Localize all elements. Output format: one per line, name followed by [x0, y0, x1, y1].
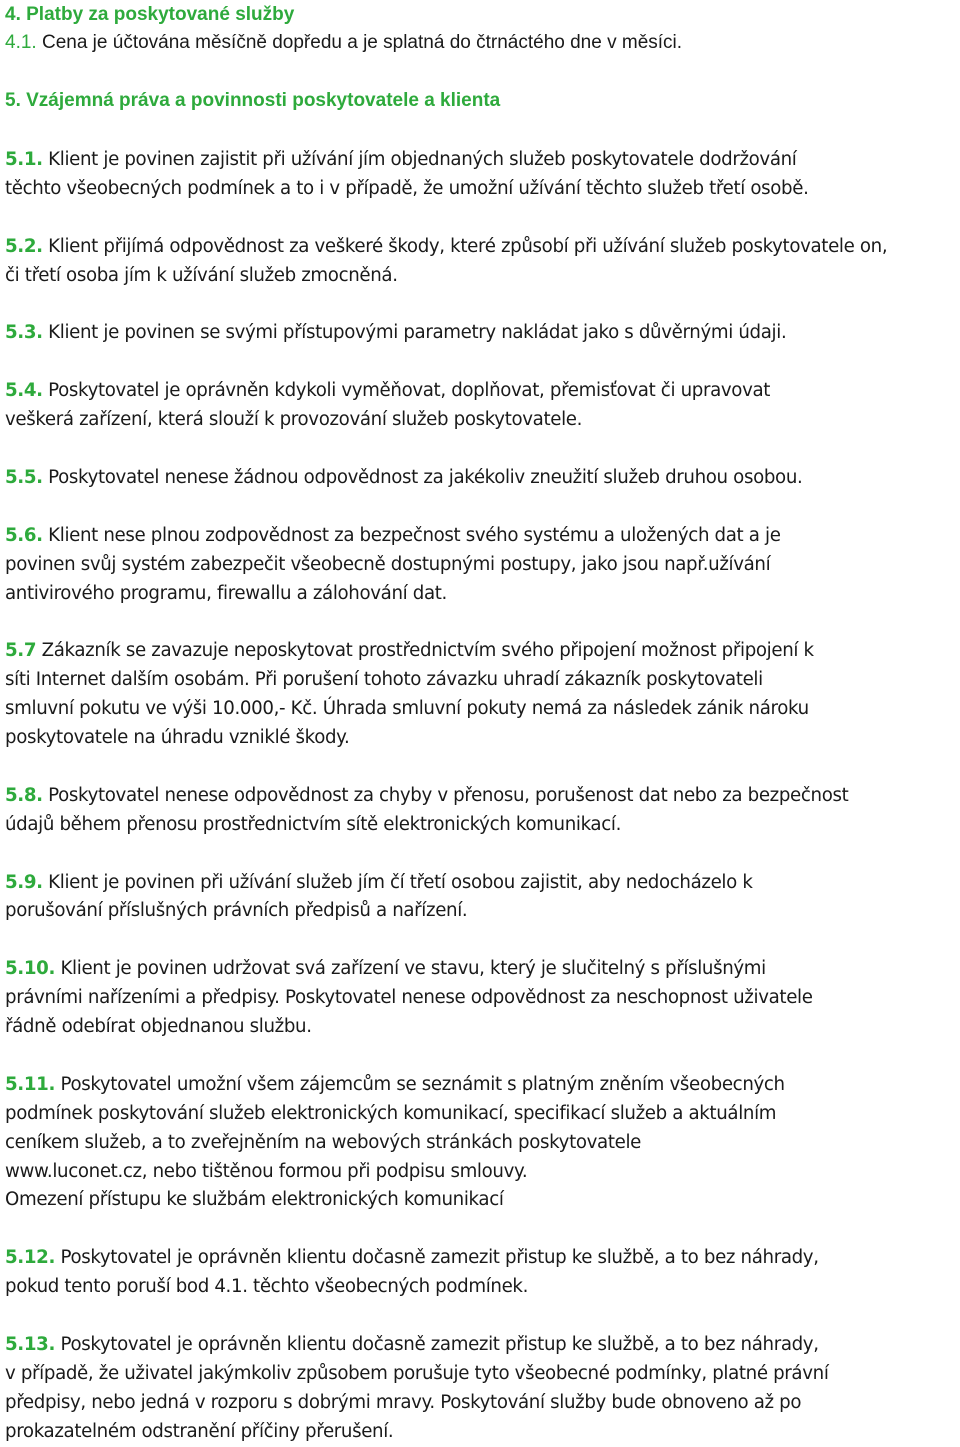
clause-5-2: [5, 233, 960, 291]
clause-line: [5, 233, 960, 262]
clause-text: Poskytovatel nenese žádnou odpovědnost za jakékoliv zneužití služeb druhou osobou.: [42, 466, 803, 488]
clause-5-9: [5, 869, 960, 927]
clause-text: předpisy, nebo jedná v rozporu s dobrými mravy. Poskytování služby bude obnoveno až po: [5, 1391, 802, 1413]
clause-text: síti Internet dalším osobám. Při porušení tohoto závazku uhradí zákazník poskytovateli: [5, 669, 763, 691]
clause-line: [5, 724, 960, 753]
paragraph-spacer: [5, 926, 960, 955]
clause-text: Klient přijímá odpovědnost za veškeré škody, které způsobí při užívání služeb poskytovatele on,: [42, 235, 888, 257]
clause-text: Poskytovatel je oprávněn klientu dočasně zamezit přistup ke službě, a to bez náhrady,: [55, 1247, 819, 1269]
clause-line: [5, 1360, 960, 1389]
clause-number: 4.1.: [5, 32, 37, 53]
clause-text: www.luconet.cz, nebo tištěnou formou při podpisu smlouvy.: [5, 1160, 528, 1182]
clause-5-13: [5, 1331, 960, 1447]
paragraph-spacer: [5, 608, 960, 637]
clause-line: [5, 1013, 960, 1042]
paragraph-spacer: [5, 493, 960, 522]
clause-number: 5.6.: [5, 524, 43, 546]
clause-text: řádně odebírat objednanou službu.: [5, 1016, 312, 1038]
clause-number: 5.13.: [5, 1333, 56, 1355]
document: [5, 2, 960, 1447]
clause-line: [5, 666, 960, 695]
clause-line: [5, 811, 960, 840]
clause-text: Poskytovatel je oprávněn klientu dočasně zamezit přistup ke službě, a to bez náhrady,: [55, 1333, 819, 1355]
clause-line: [5, 319, 960, 348]
clause-number: 5.3.: [5, 322, 43, 344]
clause-text: Cena je účtována měsíčně dopředu a je splatná do čtrnáctého dne v měsíci.: [36, 32, 683, 53]
clause-text: v případě, že uživatel jakýmkoliv způsobem porušuje tyto všeobecné podmínky, platné právní: [5, 1362, 829, 1384]
clause-text: Klient je povinen udržovat svá zařízení ve stavu, který je slučitelný s příslušnými: [55, 958, 766, 980]
clause-text: povinen svůj systém zabezpečit všeobecně dostupnými postupy, jako jsou např.užívání: [5, 553, 771, 575]
clause-line: [5, 1129, 960, 1158]
paragraph-spacer: [5, 291, 960, 320]
clause-text: Poskytovatel umožní všem zájemcům se seznámit s platným zněním všeobecných: [55, 1073, 785, 1095]
clause-5-8: [5, 782, 960, 840]
section-5-clauses: [5, 116, 960, 1447]
clause-line: [5, 464, 960, 493]
clause-number: 5.1.: [5, 149, 43, 170]
clause-line: [5, 1158, 960, 1187]
clause-line: [5, 1244, 960, 1273]
clause-number: 5.2.: [5, 235, 43, 257]
clause-4-1: [5, 30, 960, 58]
section-5-heading: 5. Vzájemná práva a povinnosti poskytovatele a klienta: [5, 90, 501, 111]
clause-5-3: [5, 319, 960, 348]
clause-line: [5, 522, 960, 551]
clause-line: [5, 782, 960, 811]
clause-line: [5, 551, 960, 580]
clause-text: smluvní pokutu ve výši 10.000,- Kč. Úhrada smluvní pokuty nemá za následek zánik nároku: [5, 698, 809, 720]
clause-line: [5, 897, 960, 926]
clause-5-7: [5, 637, 960, 753]
clause-line: [5, 1186, 960, 1215]
paragraph-spacer: [5, 1215, 960, 1244]
clause-text: Omezení přístupu ke službám elektronických komunikací: [5, 1189, 504, 1211]
clause-number: 5.12.: [5, 1247, 56, 1269]
clause-5-5: [5, 464, 960, 493]
paragraph-spacer: [5, 1042, 960, 1071]
paragraph-spacer: [5, 116, 960, 146]
clause-line: [5, 377, 960, 406]
clause-line: [5, 1389, 960, 1418]
clause-number: 5.8.: [5, 784, 43, 806]
clause-line: [5, 1331, 960, 1360]
clause-5-4: [5, 377, 960, 435]
paragraph-spacer: [5, 204, 960, 233]
clause-text: právními nařízeními a předpisy. Poskytovatel nenese odpovědnost za neschopnost uživatele: [5, 987, 813, 1009]
clause-text: pokud tento poruší bod 4.1. těchto všeobecných podmínek.: [5, 1276, 529, 1298]
clause-text: Zákazník se zavazuje neposkytovat prostřednictvím svého připojení možnost připojení k: [36, 640, 814, 662]
clause-text: Poskytovatel je oprávněn kdykoli vyměňovat, doplňovat, přemisťovat či upravovat: [42, 380, 771, 402]
clause-text: antivirového programu, firewallu a zálohování dat.: [5, 582, 447, 604]
clause-text: Poskytovatel nenese odpovědnost za chyby v přenosu, porušenost dat nebo za bezpečnost: [42, 784, 849, 806]
paragraph-spacer: [5, 840, 960, 869]
paragraph-spacer: [5, 435, 960, 464]
clause-line: [5, 955, 960, 984]
clause-line: [5, 175, 960, 204]
clause-text: podmínek poskytování služeb elektronických komunikací, specifikací služeb a aktuálním: [5, 1102, 777, 1124]
clause-number: 5.11.: [5, 1073, 56, 1095]
paragraph-spacer: [5, 1302, 960, 1331]
clause-5-10: [5, 955, 960, 1042]
clause-5-1: [5, 146, 960, 204]
clause-5-6: [5, 522, 960, 609]
clause-line: [5, 1100, 960, 1129]
clause-5-12: [5, 1244, 960, 1302]
clause-number: 5.4.: [5, 380, 43, 402]
clause-5-11: [5, 1071, 960, 1216]
clause-number: 5.9.: [5, 871, 43, 893]
clause-text: poskytovatele na úhradu vzniklé škody.: [5, 727, 350, 749]
paragraph-spacer: [5, 348, 960, 377]
clause-text: Klient je povinen zajistit při užívání jím objednaných služeb poskytovatele dodržování: [42, 149, 797, 170]
clause-line: [5, 637, 960, 666]
clause-text: Klient je povinen při užívání služeb jím čí třetí osobou zajistit, aby nedocházelo k: [42, 871, 753, 893]
clause-number: 5.7: [5, 640, 37, 662]
clause-text: prokazatelném odstranění příčiny přerušení.: [5, 1420, 394, 1442]
paragraph-spacer: [5, 753, 960, 782]
clause-text: těchto všeobecných podmínek a to i v případě, že umožní užívání těchto služeb třetí osobě.: [5, 177, 809, 199]
clause-number: 5.5.: [5, 466, 43, 488]
clause-line: [5, 580, 960, 609]
clause-text: ceníkem služeb, a to zveřejněním na webových stránkách poskytovatele: [5, 1131, 641, 1153]
clause-line: [5, 1418, 960, 1447]
clause-line: [5, 262, 960, 291]
clause-line: [5, 695, 960, 724]
clause-line: [5, 146, 960, 175]
clause-text: porušování příslušných právních předpisů a nařízení.: [5, 900, 468, 922]
clause-line: [5, 1071, 960, 1100]
clause-text: Klient je povinen se svými přístupovými parametry nakládat jako s důvěrnými údaji.: [42, 322, 787, 344]
clause-line: [5, 1273, 960, 1302]
clause-text: veškerá zařízení, která slouží k provozování služeb poskytovatele.: [5, 409, 583, 431]
section-4-heading: 4. Platby za poskytované služby: [5, 4, 295, 25]
clause-number: 5.10.: [5, 958, 56, 980]
clause-line: [5, 406, 960, 435]
clause-text: či třetí osoba jím k užívání služeb zmocněná.: [5, 264, 398, 286]
clause-text: Klient nese plnou zodpovědnost za bezpečnost svého systému a uložených dat a je: [42, 524, 781, 546]
clause-line: [5, 984, 960, 1013]
clause-line: [5, 869, 960, 898]
clause-text: údajů během přenosu prostřednictvím sítě elektronických komunikací.: [5, 813, 622, 835]
